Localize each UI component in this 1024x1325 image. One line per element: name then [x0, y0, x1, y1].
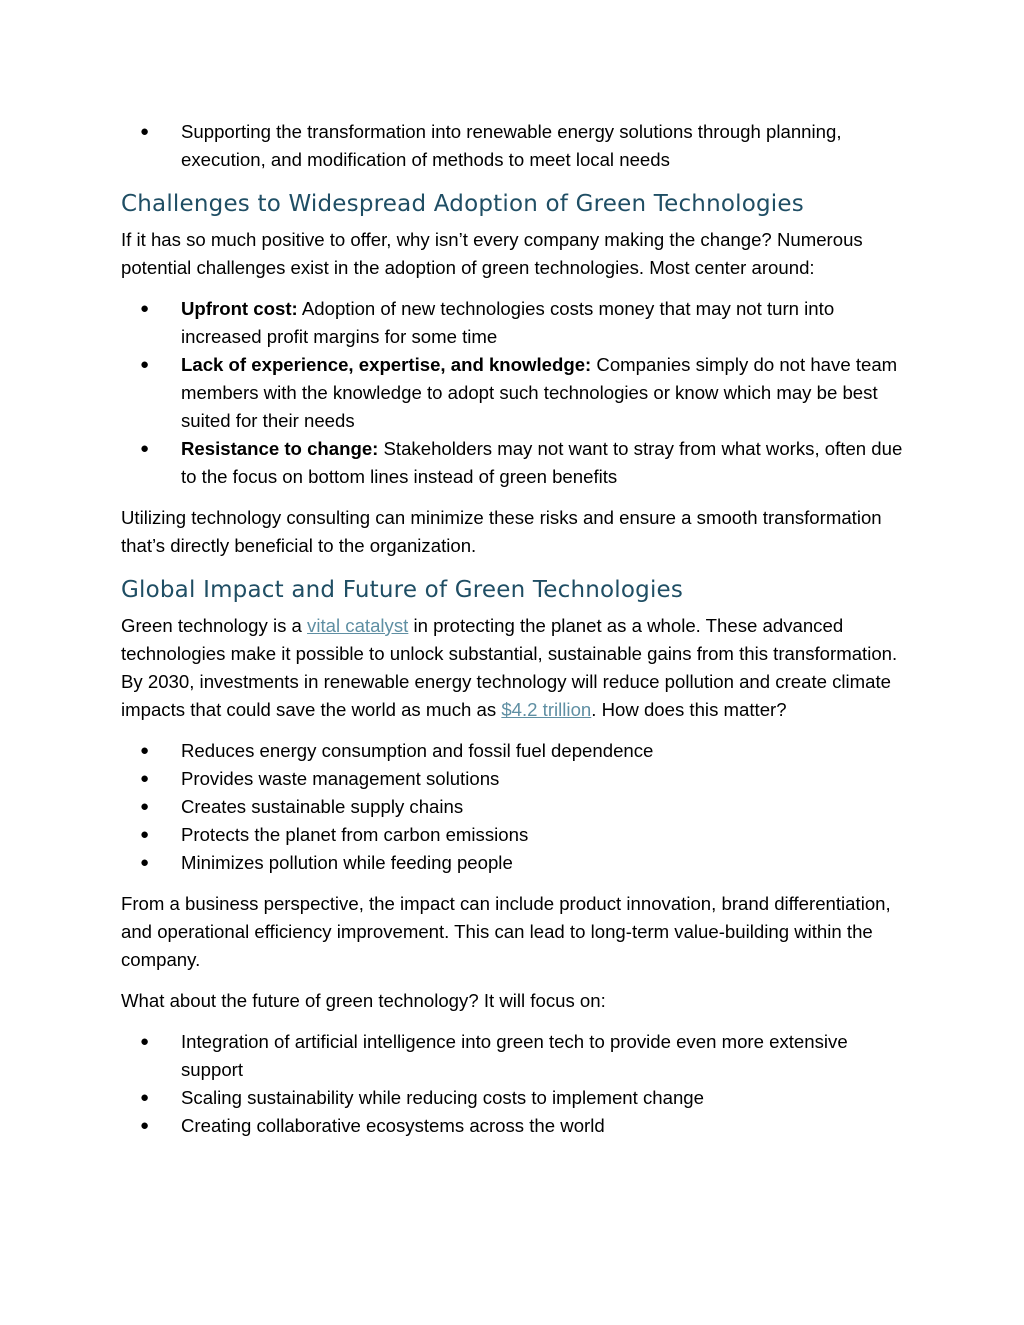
list-item	[121, 793, 911, 821]
list-item	[121, 435, 911, 491]
list-item	[121, 849, 911, 877]
list-item-text: Supporting the transformation into renewable energy solutions through planning, execution, and modification of methods to meet local needs	[181, 121, 842, 170]
bullet-icon: ●	[140, 440, 150, 457]
list-item-term: Upfront cost:	[181, 298, 298, 319]
list-item	[121, 351, 911, 435]
list-item-text: Minimizes pollution while feeding people	[181, 852, 513, 873]
list-item	[121, 737, 911, 765]
future-bullet-list	[121, 1028, 911, 1140]
bullet-icon: ●	[140, 826, 150, 843]
list-item-text: Protects the planet from carbon emissions	[181, 824, 529, 845]
bullet-icon: ●	[140, 123, 150, 140]
list-item-text: Stakeholders may not want to stray from what works, often due to the focus on bottom lines instead of green benefits	[181, 438, 903, 487]
business-perspective-paragraph: From a business perspective, the impact can include product innovation, brand differentiation, and operational efficiency improvement. This can lead to long-term value-building within the company.	[121, 893, 891, 970]
bullet-icon: ●	[140, 742, 150, 759]
global-impact-paragraph	[121, 612, 911, 724]
vital-catalyst-link[interactable]: vital catalyst	[307, 615, 409, 636]
bullet-icon: ●	[140, 1033, 150, 1050]
bullet-icon: ●	[140, 1117, 150, 1134]
list-item	[121, 1028, 911, 1084]
list-item	[121, 295, 911, 351]
bullet-icon: ●	[140, 854, 150, 871]
document-page	[121, 118, 911, 1140]
list-item-text: Adoption of new technologies costs money that may not turn into increased profit margins for some time	[181, 298, 835, 347]
list-item-text: Reduces energy consumption and fossil fuel dependence	[181, 740, 654, 761]
list-item	[121, 1084, 911, 1112]
paragraph-text: in protecting the planet as a whole. These advanced technologies make it possible to unlock substantial, sustainable gains from this transformation. By 2030, investments in renewable energy technology will reduce pollution and create climate impacts that could save the world as much as	[121, 615, 898, 720]
challenges-bullet-list	[121, 295, 911, 491]
bullet-icon: ●	[140, 798, 150, 815]
list-item-text: Companies simply do not have team members with the knowledge to adopt such technologies or know which may be best suited for their needs	[181, 354, 898, 431]
challenges-closing-paragraph: Utilizing technology consulting can minimize these risks and ensure a smooth transformation that’s directly beneficial to the organization.	[121, 507, 882, 556]
list-item-text: Creating collaborative ecosystems across the world	[181, 1115, 605, 1136]
list-item	[121, 118, 911, 174]
paragraph-text: Green technology is a	[121, 615, 308, 636]
paragraph-text: . How does this matter?	[591, 699, 787, 720]
list-item	[121, 765, 911, 793]
intro-bullet-list	[121, 118, 911, 174]
bullet-icon: ●	[140, 356, 150, 373]
list-item-text: Creates sustainable supply chains	[181, 796, 464, 817]
section-heading-global-impact: Global Impact and Future of Green Technologies	[121, 577, 684, 603]
list-item-term: Resistance to change:	[181, 438, 379, 459]
list-item	[121, 821, 911, 849]
future-paragraph: What about the future of green technology? It will focus on:	[121, 990, 606, 1011]
section-heading-challenges: Challenges to Widespread Adoption of Green Technologies	[121, 191, 804, 217]
list-item-text: Scaling sustainability while reducing costs to implement change	[181, 1087, 704, 1108]
bullet-icon: ●	[140, 1089, 150, 1106]
challenges-paragraph: If it has so much positive to offer, why isn’t every company making the change? Numerous potential challenges exist in the adoption of green technologies. Most center around:	[121, 229, 863, 278]
trillion-link[interactable]: $4.2 trillion	[501, 699, 592, 720]
list-item-text: Provides waste management solutions	[181, 768, 500, 789]
bullet-icon: ●	[140, 300, 150, 317]
list-item	[121, 1112, 911, 1140]
bullet-icon: ●	[140, 770, 150, 787]
impact-bullet-list	[121, 737, 911, 877]
list-item-text: Integration of artificial intelligence into green tech to provide even more extensive support	[181, 1031, 848, 1080]
list-item-term: Lack of experience, expertise, and knowledge:	[181, 354, 592, 375]
